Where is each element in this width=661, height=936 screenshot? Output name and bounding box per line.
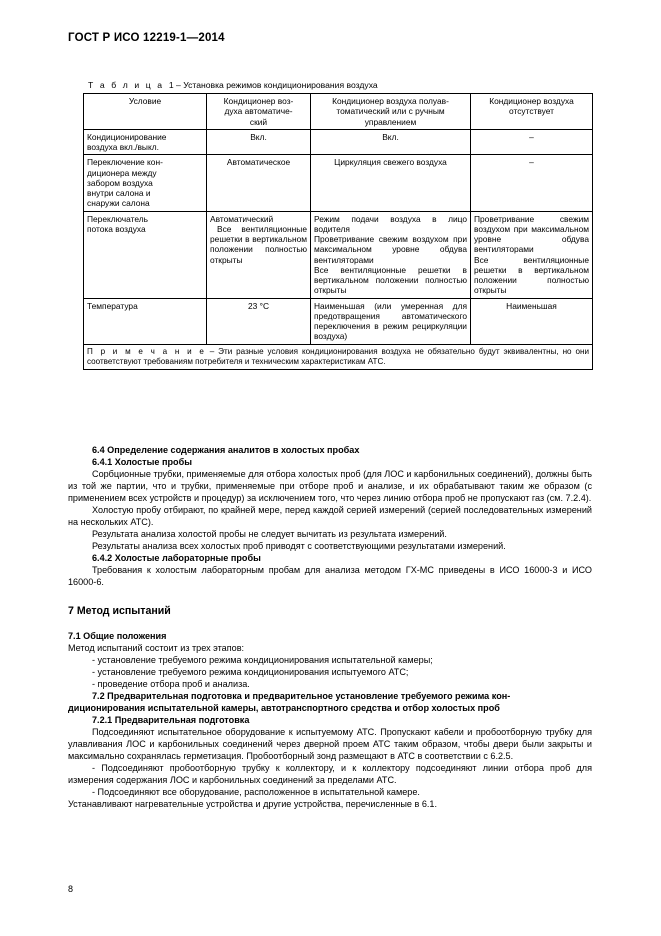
page-number: 8 bbox=[68, 884, 74, 894]
cell-auto: Автоматическое bbox=[207, 155, 311, 211]
table-row bbox=[84, 155, 593, 211]
table-row bbox=[84, 211, 593, 298]
bullet-vehicle-conditioning: - установление требуемого режима кондиционирования испытуемого АТС; bbox=[92, 666, 409, 677]
heading-7-2-line2: диционирования испытательной камеры, автотранспортного средства и отбор холостых проб bbox=[68, 702, 500, 713]
table-caption bbox=[88, 80, 378, 90]
bullet-connect-sampling-tube: - Подсоединяют пробоотборную трубку к коллектору, и к коллектору подсоединяют линии отбора проб для измерения содержания ЛОС и карбонильных соединений за пределами АТС. bbox=[68, 762, 592, 785]
spacer bbox=[68, 619, 592, 630]
heading-6-4-1: 6.4.1 Холостые пробы bbox=[92, 457, 192, 467]
paragraph-lab-blank-requirements: Требования к холостым лабораторным пробам для анализа методом ГХ-МС приведены в ИСО 16000-3 и ИСО 16000-6. bbox=[68, 565, 592, 587]
cell-semi: Вкл. bbox=[311, 129, 471, 155]
cell-auto: Вкл. bbox=[207, 129, 311, 155]
cell-none: – bbox=[471, 155, 593, 211]
table-note bbox=[84, 344, 593, 370]
row-condition-ac-on-off: Кондиционирование воздуха вкл./выкл. bbox=[84, 129, 207, 155]
table-caption-label: Т а б л и ц а bbox=[88, 80, 165, 90]
cell-none: Наименьшая bbox=[471, 298, 593, 344]
paragraph-sorption-tubes: Сорбционные трубки, применяемые для отбора холостых проб (для ЛОС и карбонильных соединений), должны быть из той же партии, что и трубки, применяемые при отборе проб и анализе, и их обрабатывают таким же образом (с применением всех устройств и процедур) за исключением того, что через линию отбора проб не пропускают газ (см. 7.2.4). bbox=[68, 469, 592, 503]
bullet-chamber-conditioning: - установление требуемого режима кондиционирования испытательной камеры; bbox=[92, 654, 433, 665]
row-condition-airflow-switch: Переключатель потока воздуха bbox=[84, 211, 207, 298]
body-text bbox=[68, 444, 592, 810]
table-row bbox=[84, 298, 593, 344]
row-condition-air-intake-switch: Переключение кон- диционера между забором воздуха внутри салона и снаружи салона bbox=[84, 155, 207, 211]
table-row bbox=[84, 129, 593, 155]
table-note-dash: – bbox=[209, 346, 215, 356]
paragraph-blank-sample-frequency: Холостую пробу отбирают, по крайней мере, перед каждой серией измерений (серией последовательных измерений на нескольких АТС). bbox=[68, 505, 592, 527]
paragraph-install-heaters: Устанавливают нагревательные устройства и другие устройства, перечисленные в 6.1. bbox=[68, 798, 438, 809]
air-conditioning-modes-table bbox=[83, 93, 593, 370]
table-header-automatic-ac: Кондиционер воз- духа автоматиче- ский bbox=[207, 94, 311, 130]
table-caption-number: 1 bbox=[168, 80, 174, 90]
table-header-semiautomatic-ac: Кондиционер воздуха полуав- томатический или с ручным управлением bbox=[311, 94, 471, 130]
spacer bbox=[68, 588, 592, 605]
bullet-connect-chamber-equipment: - Подсоединяют все оборудование, расположенное в испытательной камере. bbox=[92, 786, 420, 797]
heading-7-1: 7.1 Общие положения bbox=[68, 630, 167, 641]
cell-semi: Режим подачи воздуха в лицо водителя Проветривание свежим воздухом при максимальном уровне обдува вентиляторами Все вентиляционные решетки в вертикальном положении полностью открыты bbox=[311, 211, 471, 298]
cell-none: – bbox=[471, 129, 593, 155]
cell-auto: 23 °С bbox=[207, 298, 311, 344]
table-header-row bbox=[84, 94, 593, 130]
heading-7-2-line1: 7.2 Предварительная подготовка и предварительное установление требуемого режима кон- bbox=[92, 690, 511, 701]
table-note-text: Эти разные условия кондиционирования воздуха не обязательно будут эквивалентны, но они соответствуют требованиям потребителя и техническим характеристикам АТС. bbox=[87, 346, 589, 366]
cell-semi: Циркуляция свежего воздуха bbox=[311, 155, 471, 211]
paragraph-connect-equipment: Подсоединяют испытательное оборудование к испытуемому АТС. Пропускают кабели и пробоотборную трубку для улавливания ЛОС и карбонильных соединений через дверной проем АТС таким образом, чтобы двери были закрыты и максимально сохранялась герметизация. Пробоотборный зонд размещают в АТС в соответствии с 6.2.5. bbox=[68, 726, 592, 761]
bullet-sampling-analysis: - проведение отбора проб и анализа. bbox=[92, 678, 250, 689]
heading-7: 7 Метод испытаний bbox=[68, 605, 171, 617]
table-caption-title: Установка режимов кондиционирования воздуха bbox=[183, 80, 378, 90]
heading-7-2-1: 7.2.1 Предварительная подготовка bbox=[92, 714, 250, 725]
paragraph-three-stages: Метод испытаний состоит из трех этапов: bbox=[68, 642, 245, 653]
paragraph-no-subtraction: Результата анализа холостой пробы не следует вычитать из результата измерений. bbox=[92, 529, 447, 539]
cell-auto: Автоматический Все вентиляционные решетки в вертикальном положении полностью открыты bbox=[207, 211, 311, 298]
table-header-no-ac: Кондиционер воздуха отсутствует bbox=[471, 94, 593, 130]
cell-semi: Наименьшая (или умеренная для предотвращения автоматического переключения в режим рециркуляции воздуха) bbox=[311, 298, 471, 344]
row-condition-temperature: Температура bbox=[84, 298, 207, 344]
table-caption-dash: – bbox=[176, 80, 181, 90]
document-header: ГОСТ Р ИСО 12219-1—2014 bbox=[68, 32, 225, 44]
heading-6-4: 6.4 Определение содержания аналитов в холостых пробах bbox=[92, 445, 360, 455]
table-note-label: П р и м е ч а н и е bbox=[87, 346, 206, 356]
paragraph-report-results: Результаты анализа всех холостых проб приводят с соответствующими результатами измерений. bbox=[92, 541, 506, 551]
table-header-condition: Условие bbox=[84, 94, 207, 130]
table-note-row bbox=[84, 344, 593, 370]
cell-none: Проветривание свежим воздухом при максимальном уровне обдува вентиляторами Все вентиляционные решетки в вертикальном положении полностью открыты bbox=[471, 211, 593, 298]
heading-6-4-2: 6.4.2 Холостые лабораторные пробы bbox=[92, 553, 261, 563]
